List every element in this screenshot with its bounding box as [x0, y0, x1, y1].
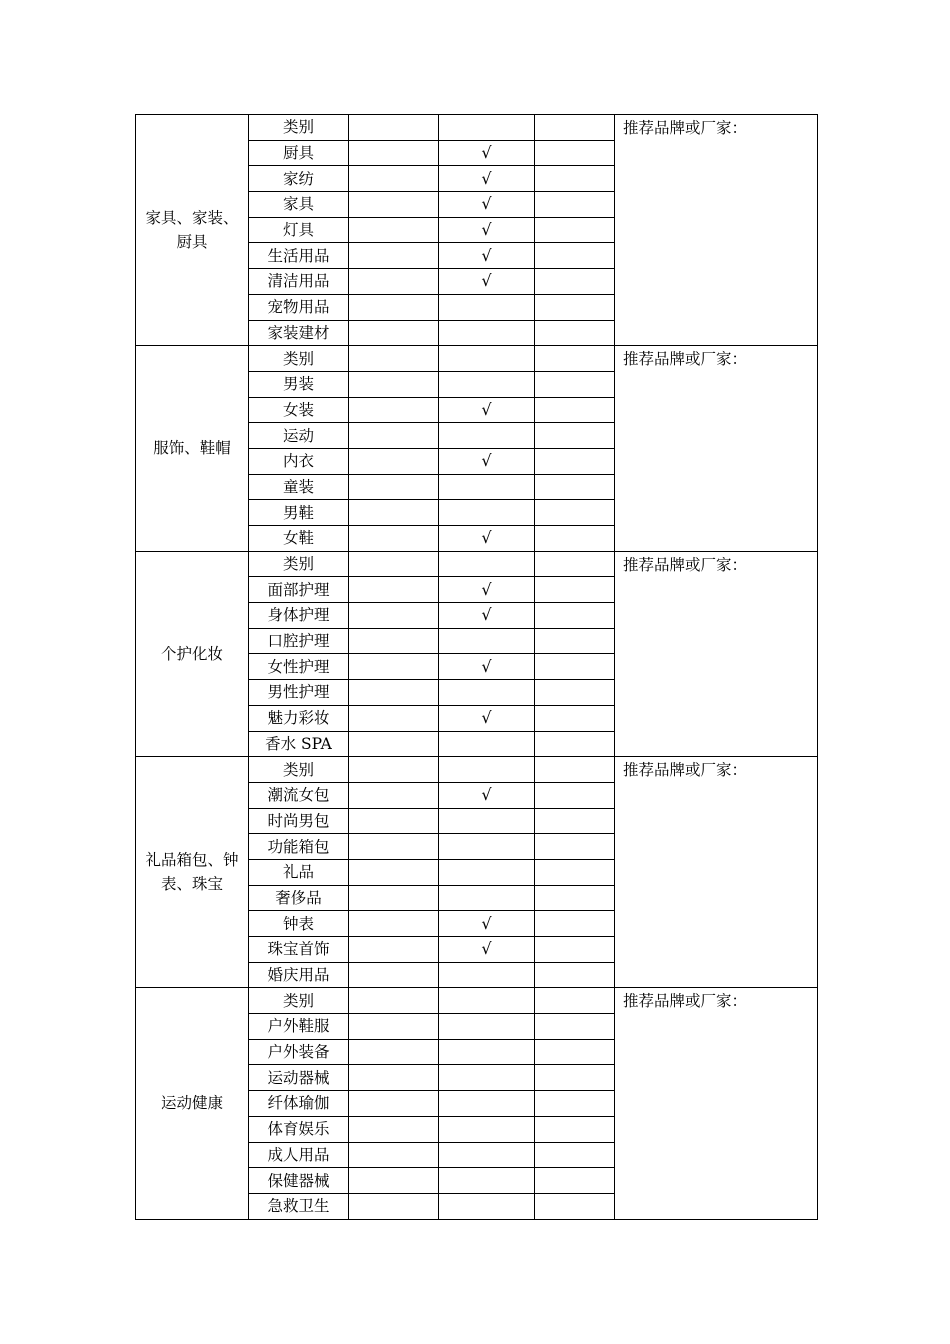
empty-cell: [535, 911, 615, 937]
check-cell: [439, 346, 535, 372]
table-body: [136, 115, 818, 1220]
empty-cell: [349, 1193, 439, 1219]
empty-cell: [349, 474, 439, 500]
empty-cell: [535, 192, 615, 218]
check-mark: √: [481, 271, 492, 291]
recommended-brand-cell: [615, 346, 818, 552]
empty-cell: [349, 705, 439, 731]
empty-cell: [349, 859, 439, 885]
empty-cell: [349, 397, 439, 423]
empty-cell: [535, 859, 615, 885]
empty-cell: [535, 140, 615, 166]
empty-cell: [535, 603, 615, 629]
check-cell: [439, 834, 535, 860]
empty-cell: [535, 269, 615, 295]
recommended-brand-label: 推荐品牌或厂家：: [623, 119, 748, 137]
subcategory-label: 家具: [249, 192, 349, 218]
check-cell: [439, 166, 535, 192]
empty-cell: [535, 371, 615, 397]
subcategory-label: 功能箱包: [249, 834, 349, 860]
check-cell: [439, 1065, 535, 1091]
empty-cell: [535, 628, 615, 654]
table-row: [136, 988, 818, 1014]
subcategory-label: 奢侈品: [249, 885, 349, 911]
subcategory-label: 女性护理: [249, 654, 349, 680]
recommended-brand-label: 推荐品牌或厂家：: [623, 992, 748, 1011]
empty-cell: [535, 294, 615, 320]
check-cell: [439, 140, 535, 166]
empty-cell: [535, 243, 615, 269]
empty-cell: [349, 371, 439, 397]
subcategory-label: 男装: [249, 371, 349, 397]
check-mark: √: [481, 168, 492, 188]
check-cell: [439, 1039, 535, 1065]
check-mark: √: [481, 451, 492, 471]
subcategory-label: 户外鞋服: [249, 1014, 349, 1040]
empty-cell: [349, 551, 439, 577]
subcategory-label: 内衣: [249, 448, 349, 474]
check-mark: √: [481, 143, 492, 163]
check-mark: √: [481, 194, 492, 214]
check-cell: [439, 448, 535, 474]
empty-cell: [349, 808, 439, 834]
subcategory-label: 香水 SPA: [249, 731, 349, 757]
empty-cell: [535, 782, 615, 808]
empty-cell: [535, 577, 615, 603]
subcategory-label: 女鞋: [249, 526, 349, 552]
check-cell: [439, 217, 535, 243]
subcategory-label: 类别: [249, 551, 349, 577]
empty-cell: [349, 1142, 439, 1168]
empty-cell: [535, 988, 615, 1014]
empty-cell: [349, 1039, 439, 1065]
empty-cell: [535, 1065, 615, 1091]
empty-cell: [535, 166, 615, 192]
empty-cell: [349, 1065, 439, 1091]
empty-cell: [535, 320, 615, 346]
empty-cell: [535, 885, 615, 911]
check-cell: [439, 988, 535, 1014]
check-mark: √: [481, 913, 492, 933]
check-mark: √: [481, 579, 492, 599]
category-group-name: 运动健康: [136, 988, 249, 1219]
check-cell: [439, 371, 535, 397]
check-mark: √: [481, 785, 492, 805]
empty-cell: [535, 397, 615, 423]
check-cell: [439, 192, 535, 218]
empty-cell: [349, 243, 439, 269]
check-cell: [439, 526, 535, 552]
check-cell: [439, 962, 535, 988]
empty-cell: [535, 705, 615, 731]
empty-cell: [535, 448, 615, 474]
check-mark: √: [481, 708, 492, 728]
subcategory-label: 家装建材: [249, 320, 349, 346]
empty-cell: [535, 1142, 615, 1168]
empty-cell: [535, 423, 615, 449]
subcategory-label: 类别: [249, 757, 349, 783]
subcategory-label: 潮流女包: [249, 782, 349, 808]
check-cell: [439, 1193, 535, 1219]
empty-cell: [535, 654, 615, 680]
subcategory-label: 面部护理: [249, 577, 349, 603]
recommended-brand-cell: [615, 988, 818, 1219]
empty-cell: [349, 1116, 439, 1142]
check-mark: √: [481, 605, 492, 625]
check-cell: [439, 269, 535, 295]
subcategory-label: 灯具: [249, 217, 349, 243]
empty-cell: [349, 294, 439, 320]
empty-cell: [349, 500, 439, 526]
empty-cell: [535, 500, 615, 526]
check-cell: [439, 1116, 535, 1142]
subcategory-label: 女装: [249, 397, 349, 423]
check-cell: [439, 243, 535, 269]
subcategory-label: 急救卫生: [249, 1193, 349, 1219]
empty-cell: [535, 551, 615, 577]
check-mark: √: [481, 399, 492, 419]
empty-cell: [349, 680, 439, 706]
empty-cell: [349, 782, 439, 808]
subcategory-label: 魅力彩妆: [249, 705, 349, 731]
subcategory-label: 男鞋: [249, 500, 349, 526]
empty-cell: [535, 757, 615, 783]
subcategory-label: 户外装备: [249, 1039, 349, 1065]
check-cell: [439, 294, 535, 320]
check-mark: √: [481, 939, 492, 959]
empty-cell: [349, 654, 439, 680]
empty-cell: [349, 140, 439, 166]
empty-cell: [349, 1168, 439, 1194]
subcategory-label: 生活用品: [249, 243, 349, 269]
subcategory-label: 类别: [249, 988, 349, 1014]
check-cell: [439, 551, 535, 577]
check-mark: √: [481, 245, 492, 265]
subcategory-label: 厨具: [249, 140, 349, 166]
recommended-brand-cell: [615, 757, 818, 988]
empty-cell: [535, 1014, 615, 1040]
subcategory-label: 成人用品: [249, 1142, 349, 1168]
empty-cell: [535, 115, 615, 141]
recommended-brand-label: 推荐品牌或厂家：: [623, 350, 748, 369]
check-cell: [439, 1168, 535, 1194]
empty-cell: [349, 192, 439, 218]
check-cell: [439, 808, 535, 834]
empty-cell: [535, 731, 615, 757]
category-group-name: 家具、家装、厨具: [136, 115, 249, 346]
empty-cell: [535, 1039, 615, 1065]
recommended-brand-cell: [615, 551, 818, 757]
subcategory-label: 时尚男包: [249, 808, 349, 834]
check-cell: [439, 628, 535, 654]
check-cell: [439, 115, 535, 141]
empty-cell: [349, 166, 439, 192]
empty-cell: [349, 448, 439, 474]
empty-cell: [349, 962, 439, 988]
subcategory-label: 礼品: [249, 859, 349, 885]
empty-cell: [535, 1116, 615, 1142]
empty-cell: [349, 603, 439, 629]
check-cell: [439, 757, 535, 783]
subcategory-label: 身体护理: [249, 603, 349, 629]
check-cell: [439, 397, 535, 423]
category-group-name: 礼品箱包、钟表、珠宝: [136, 757, 249, 988]
check-mark: √: [481, 656, 492, 676]
subcategory-label: 体育娱乐: [249, 1116, 349, 1142]
empty-cell: [349, 628, 439, 654]
table-row: [136, 757, 818, 783]
category-group-name: 服饰、鞋帽: [136, 346, 249, 552]
check-cell: [439, 320, 535, 346]
empty-cell: [535, 346, 615, 372]
subcategory-label: 类别: [249, 115, 349, 141]
empty-cell: [349, 757, 439, 783]
check-cell: [439, 654, 535, 680]
recommended-brand-label: 推荐品牌或厂家：: [623, 761, 748, 780]
check-cell: [439, 474, 535, 500]
check-cell: [439, 1014, 535, 1040]
recommended-brand-cell: [615, 115, 818, 346]
check-cell: [439, 705, 535, 731]
subcategory-label: 男性护理: [249, 680, 349, 706]
empty-cell: [349, 526, 439, 552]
category-table: [135, 114, 818, 1220]
empty-cell: [535, 1168, 615, 1194]
category-group-name: 个护化妆: [136, 551, 249, 757]
empty-cell: [349, 834, 439, 860]
subcategory-label: 珠宝首饰: [249, 937, 349, 963]
empty-cell: [349, 885, 439, 911]
empty-cell: [349, 577, 439, 603]
empty-cell: [349, 423, 439, 449]
empty-cell: [535, 808, 615, 834]
empty-cell: [535, 962, 615, 988]
empty-cell: [349, 217, 439, 243]
check-cell: [439, 500, 535, 526]
recommended-brand-label: 推荐品牌或厂家：: [623, 555, 748, 574]
empty-cell: [349, 937, 439, 963]
check-cell: [439, 680, 535, 706]
empty-cell: [349, 115, 439, 141]
check-cell: [439, 911, 535, 937]
empty-cell: [349, 1091, 439, 1117]
empty-cell: [535, 834, 615, 860]
subcategory-label: 运动: [249, 423, 349, 449]
check-cell: [439, 859, 535, 885]
check-cell: [439, 603, 535, 629]
check-cell: [439, 1142, 535, 1168]
empty-cell: [349, 269, 439, 295]
check-cell: [439, 937, 535, 963]
table-row: [136, 346, 818, 372]
subcategory-label: 钟表: [249, 911, 349, 937]
check-cell: [439, 577, 535, 603]
subcategory-label: 纤体瑜伽: [249, 1091, 349, 1117]
empty-cell: [349, 1014, 439, 1040]
subcategory-label: 口腔护理: [249, 628, 349, 654]
empty-cell: [535, 937, 615, 963]
check-mark: √: [481, 528, 492, 548]
empty-cell: [349, 731, 439, 757]
empty-cell: [535, 217, 615, 243]
subcategory-label: 运动器械: [249, 1065, 349, 1091]
check-cell: [439, 885, 535, 911]
empty-cell: [349, 988, 439, 1014]
subcategory-label: 婚庆用品: [249, 962, 349, 988]
check-mark: √: [481, 220, 492, 240]
table-row: [136, 551, 818, 577]
check-cell: [439, 731, 535, 757]
empty-cell: [535, 680, 615, 706]
check-cell: [439, 782, 535, 808]
table-row: [136, 115, 818, 141]
empty-cell: [535, 526, 615, 552]
subcategory-label: 清洁用品: [249, 269, 349, 295]
empty-cell: [349, 911, 439, 937]
empty-cell: [349, 346, 439, 372]
empty-cell: [349, 320, 439, 346]
subcategory-label: 家纺: [249, 166, 349, 192]
subcategory-label: 类别: [249, 346, 349, 372]
check-cell: [439, 1091, 535, 1117]
check-cell: [439, 423, 535, 449]
subcategory-label: 保健器械: [249, 1168, 349, 1194]
empty-cell: [535, 1193, 615, 1219]
empty-cell: [535, 1091, 615, 1117]
subcategory-label: 宠物用品: [249, 294, 349, 320]
empty-cell: [535, 474, 615, 500]
subcategory-label: 童装: [249, 474, 349, 500]
